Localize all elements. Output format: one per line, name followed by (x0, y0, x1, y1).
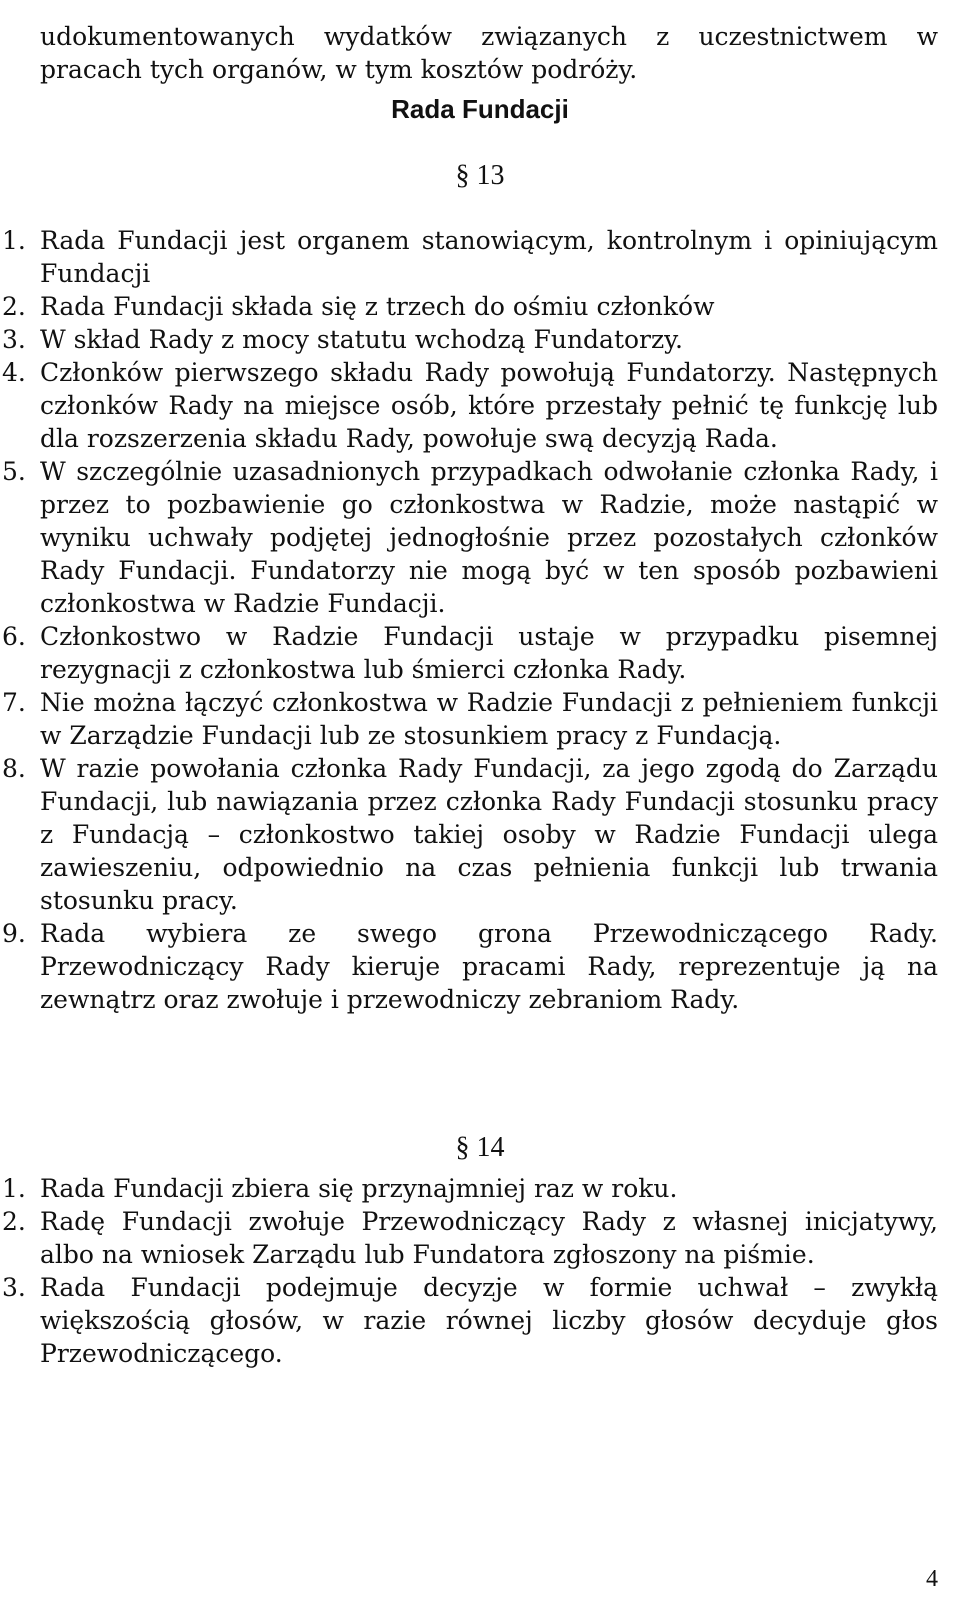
item-text: Rada Fundacji jest organem stanowiącym, kontrolnym i opiniującym Fundacji (40, 226, 938, 288)
list-item (0, 224, 938, 290)
item-text: W skład Rady z mocy statutu wchodzą Fundatorzy. (40, 325, 683, 354)
section-13-mark: § 13 (455, 160, 505, 191)
list-item (0, 356, 938, 455)
list-item (0, 1172, 938, 1205)
item-number: 9. (2, 919, 26, 948)
intro-paragraph: udokumentowanych wydatków związanych z uczestnictwem w pracach tych organów, w tym kosztów podróży. (40, 22, 938, 84)
list-item (0, 455, 938, 620)
item-number: 2. (2, 1207, 26, 1236)
list-item (0, 1271, 938, 1370)
item-text: W razie powołania członka Rady Fundacji, za jego zgodą do Zarządu Fundacji, lub nawiązania przez członka Rady Fundacji stosunku pracy z Fundacją – członkostwo takiej osoby w Radzie Fundacji ulega zawieszeniu, odpowiednio na czas pełnienia funkcji lub trwania stosunku pracy. (40, 754, 938, 915)
section-14-mark: § 14 (455, 1132, 505, 1163)
item-number: 5. (2, 457, 26, 486)
item-number: 3. (2, 1273, 26, 1302)
list-item (0, 917, 938, 1016)
item-text: Członków pierwszego składu Rady powołują Fundatorzy. Następnych członków Rady na miejsce osób, które przestały pełnić tę funkcję lub dla rozszerzenia składu Rady, powołuje swą decyzją Rada. (40, 358, 938, 453)
item-text: Radę Fundacji zwołuje Przewodniczący Rady z własnej inicjatywy, albo na wniosek Zarządu lub Fundatora zgłoszony na piśmie. (40, 1207, 938, 1269)
page-number: 4 (926, 1566, 938, 1592)
item-number: 6. (2, 622, 26, 651)
item-text: Rada Fundacji składa się z trzech do ośmiu członków (40, 292, 715, 321)
item-text: Rada Fundacji podejmuje decyzje w formie uchwał – zwykłą większością głosów, w razie równej liczby głosów decyduje głos Przewodniczącego. (40, 1273, 938, 1368)
item-text: Nie można łączyć członkostwa w Radzie Fundacji z pełnieniem funkcji w Zarządzie Fundacji lub ze stosunkiem pracy z Fundacją. (40, 688, 938, 750)
section-13-list (0, 224, 938, 1016)
item-number: 7. (2, 688, 26, 717)
list-item (0, 290, 938, 323)
list-item (0, 1205, 938, 1271)
list-item (0, 620, 938, 686)
item-text: Rada wybiera ze swego grona Przewodniczącego Rady. Przewodniczący Rady kieruje pracami Rady, reprezentuje ją na zewnątrz oraz zwołuje i przewodniczy zebraniom Rady. (40, 919, 938, 1014)
list-item (0, 323, 938, 356)
item-number: 1. (2, 226, 26, 255)
list-item (0, 686, 938, 752)
item-text: Rada Fundacji zbiera się przynajmniej raz w roku. (40, 1174, 678, 1203)
item-number: 3. (2, 325, 26, 354)
item-number: 1. (2, 1174, 26, 1203)
item-number: 2. (2, 292, 26, 321)
section-14-list (0, 1172, 938, 1370)
item-number: 8. (2, 754, 26, 783)
section-heading: Rada Fundacji (391, 94, 569, 124)
item-text: W szczególnie uzasadnionych przypadkach odwołanie członka Rady, i przez to pozbawienie go członkostwa w Radzie, może nastąpić w wyniku uchwały podjętej jednogłośnie przez pozostałych członków Rady Fundacji. Fundatorzy nie mogą być w ten sposób pozbawieni członkostwa w Radzie Fundacji. (40, 457, 938, 618)
list-item (0, 752, 938, 917)
item-text: Członkostwo w Radzie Fundacji ustaje w przypadku pisemnej rezygnacji z członkostwa lub śmierci członka Rady. (40, 622, 938, 684)
item-number: 4. (2, 358, 26, 387)
